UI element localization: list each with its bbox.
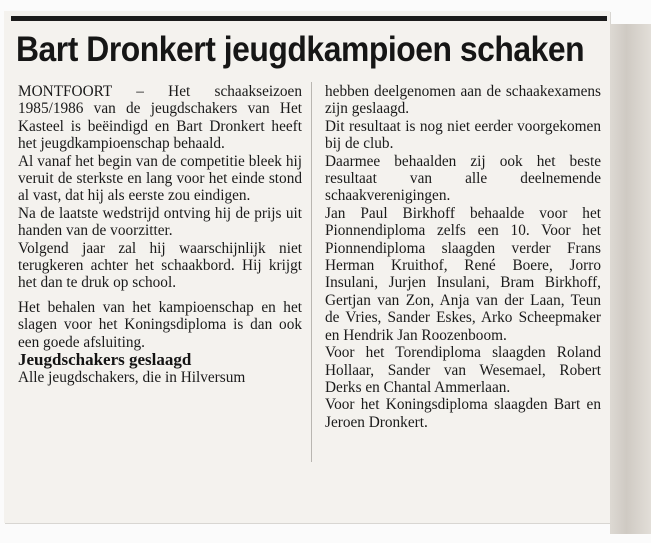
paragraph-toren: Voor het Torendiploma slaagden Roland Hollaar, Sander van Wesemael, Robert Derks en Chantal Ammerlaan. (325, 344, 601, 396)
paragraph-result: Dit resultaat is nog niet eerder voorgekomen bij de club. (325, 117, 601, 153)
paragraph-konings: Voor het Koningsdiploma slaagden Bart en Jeroen Dronkert. (325, 396, 601, 431)
paragraph-best: Daarmee behaalden zij ook het beste resultaat van alle deelnemende schaakverenigingen. (325, 152, 601, 205)
paragraph-competition: Al vanaf het begin van de competitie bleek hij veruit de sterkste en lang voor het einde stond al vast, dat hij als eerste zou eindigen. (18, 152, 302, 205)
column-right (325, 83, 601, 431)
paragraph-conclusion: Het behalen van het kampioenschap en het slagen voor het Koningsdiploma is dan ook een goede afsluiting. (18, 298, 302, 351)
background-strip (610, 24, 651, 534)
column-left (18, 83, 302, 386)
top-rule (11, 16, 607, 21)
paragraph-prize: Na de laatste wedstrijd ontving hij de prijs uit handen van de voorzitter. (18, 204, 302, 240)
subheading: Jeugdschakers geslaagd (18, 350, 192, 370)
paragraph-exams: hebben deelgenomen aan de schaakexamens zijn geslaagd. (325, 83, 601, 118)
paragraph-next-year: Volgend jaar zal hij waarschijnlijk niet terugkeren achter het schaakbord. Hij krijgt het dan te druk op school. (18, 239, 302, 292)
column-divider (311, 82, 312, 462)
paragraph-intro: MONTFOORT – Het schaakseizoen 1985/1986 van de jeugdschakers van Het Kasteel is beëindigd en Bart Dronkert heeft het jeugdkampioenschap behaald. (18, 83, 302, 153)
paragraph-all-players: Alle jeugdschakers, die in Hilversum (18, 368, 246, 386)
paragraph-pionnen: Jan Paul Birkhoff behaalde voor het Pionnendiploma zelfs een 10. Voor het Pionnendiploma slaagden verder Frans Herman Kruithof, René Boere, Jorro Insulani, Jurjen Insulani, Bram Birkhoff, Gertjan van Zon, Anja van der Laan, Teun de Vries, Sander Eskes, Arko Scheepmaker en Hendrik Jan Roozenboom. (325, 204, 601, 344)
headline: Bart Dronkert jeugdkampioen schaken (16, 30, 585, 69)
